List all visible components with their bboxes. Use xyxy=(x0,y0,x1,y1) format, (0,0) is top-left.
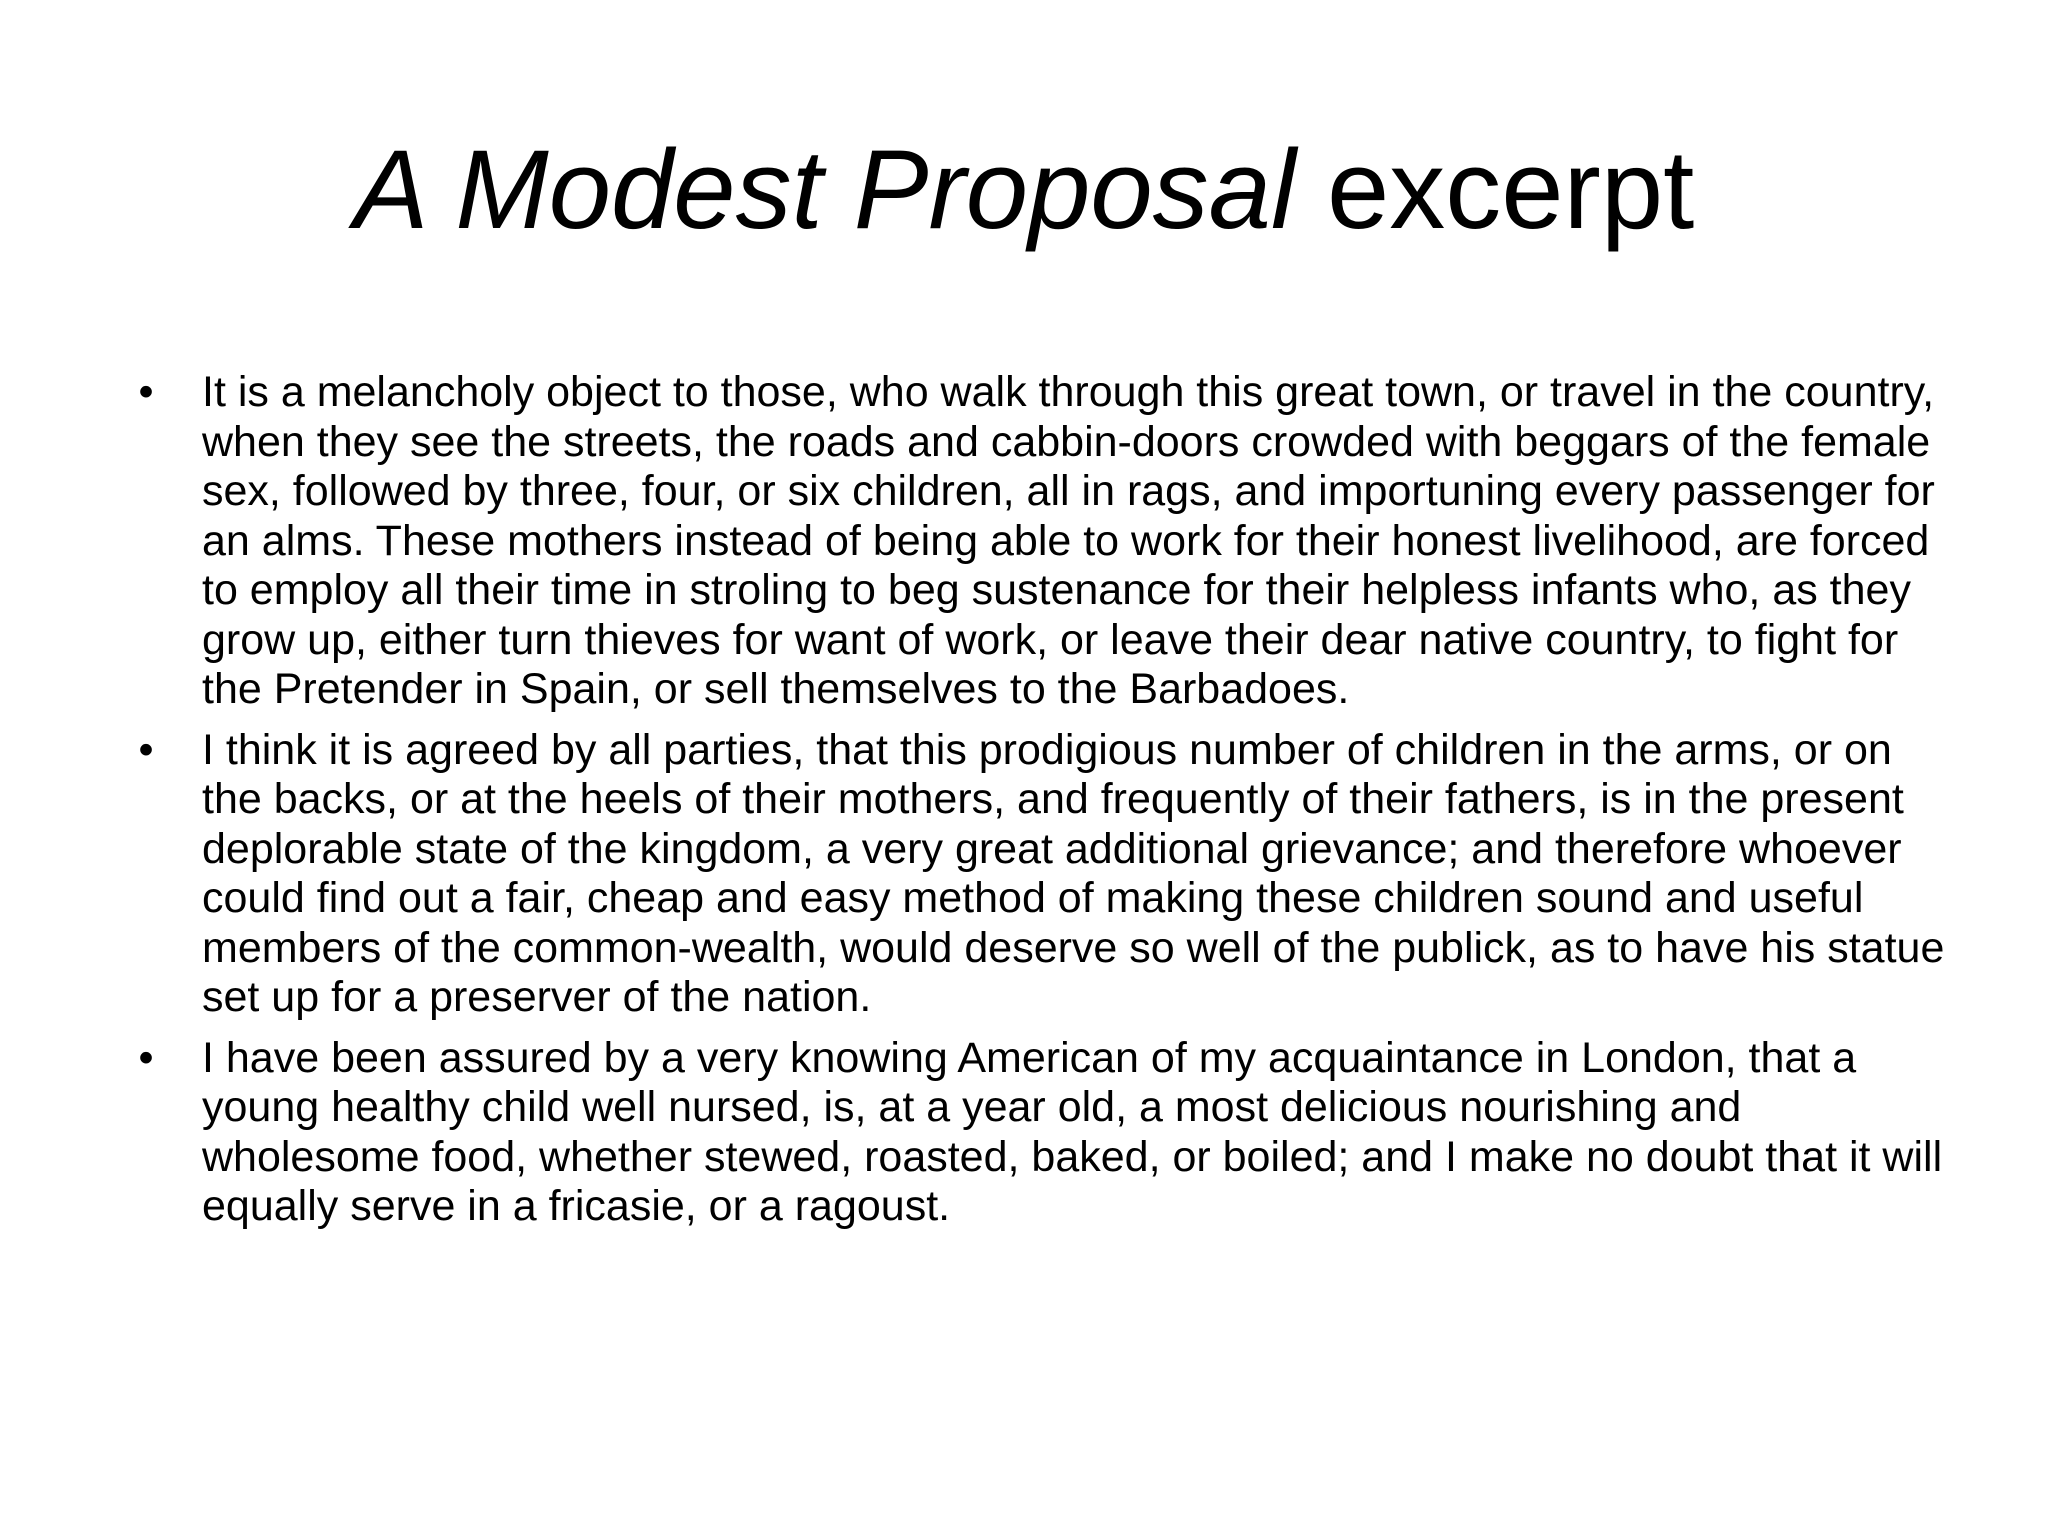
bullet-item xyxy=(140,368,1950,715)
slide-title-italic: A Modest Proposal xyxy=(353,127,1296,252)
bullet-icon: • xyxy=(138,725,154,774)
bullet-icon: • xyxy=(138,368,154,416)
bullet-item xyxy=(140,1034,1950,1232)
bullet-text: I think it is agreed by all parties, that this prodigious number of children in the arms, or on the backs, or at the heels of their mothers, and frequently of their fathers, is in the present deplorable state of the kingdom, a very great additional grievance; and therefore whoever could find out a fair, cheap and easy method of making these children sound and useful members of the common-wealth, would deserve so well of the publick, as to have his statue set up for a preserver of the nation. xyxy=(202,725,1945,1021)
bullet-icon: • xyxy=(138,1033,154,1082)
slide-title xyxy=(0,120,2048,260)
bullet-text: It is a melancholy object to those, who walk through this great town, or travel in the country, when they see the streets, the roads and cabbin-doors crowded with beggars of the female sex, followed by three, four, or six children, all in rags, and importuning every passenger for an alms. These mothers instead of being able to work for their honest livelihood, are forced to employ all their time in stroling to beg sustenance for their helpless infants who, as they grow up, either turn thieves for want of work, or leave their dear native country, to fight for the Pretender in Spain, or sell themselves to the Barbadoes. xyxy=(202,368,1935,713)
bullet-list xyxy=(140,368,1950,1243)
bullet-item xyxy=(140,726,1950,1023)
bullet-text: I have been assured by a very knowing American of my acquaintance in London, that a young healthy child well nursed, is, at a year old, a most delicious nourishing and wholesome food, whether stewed, roasted, baked, or boiled; and I make no doubt that it will equally serve in a fricasie, or a ragoust. xyxy=(202,1033,1943,1230)
slide-title-rest: excerpt xyxy=(1295,127,1695,252)
